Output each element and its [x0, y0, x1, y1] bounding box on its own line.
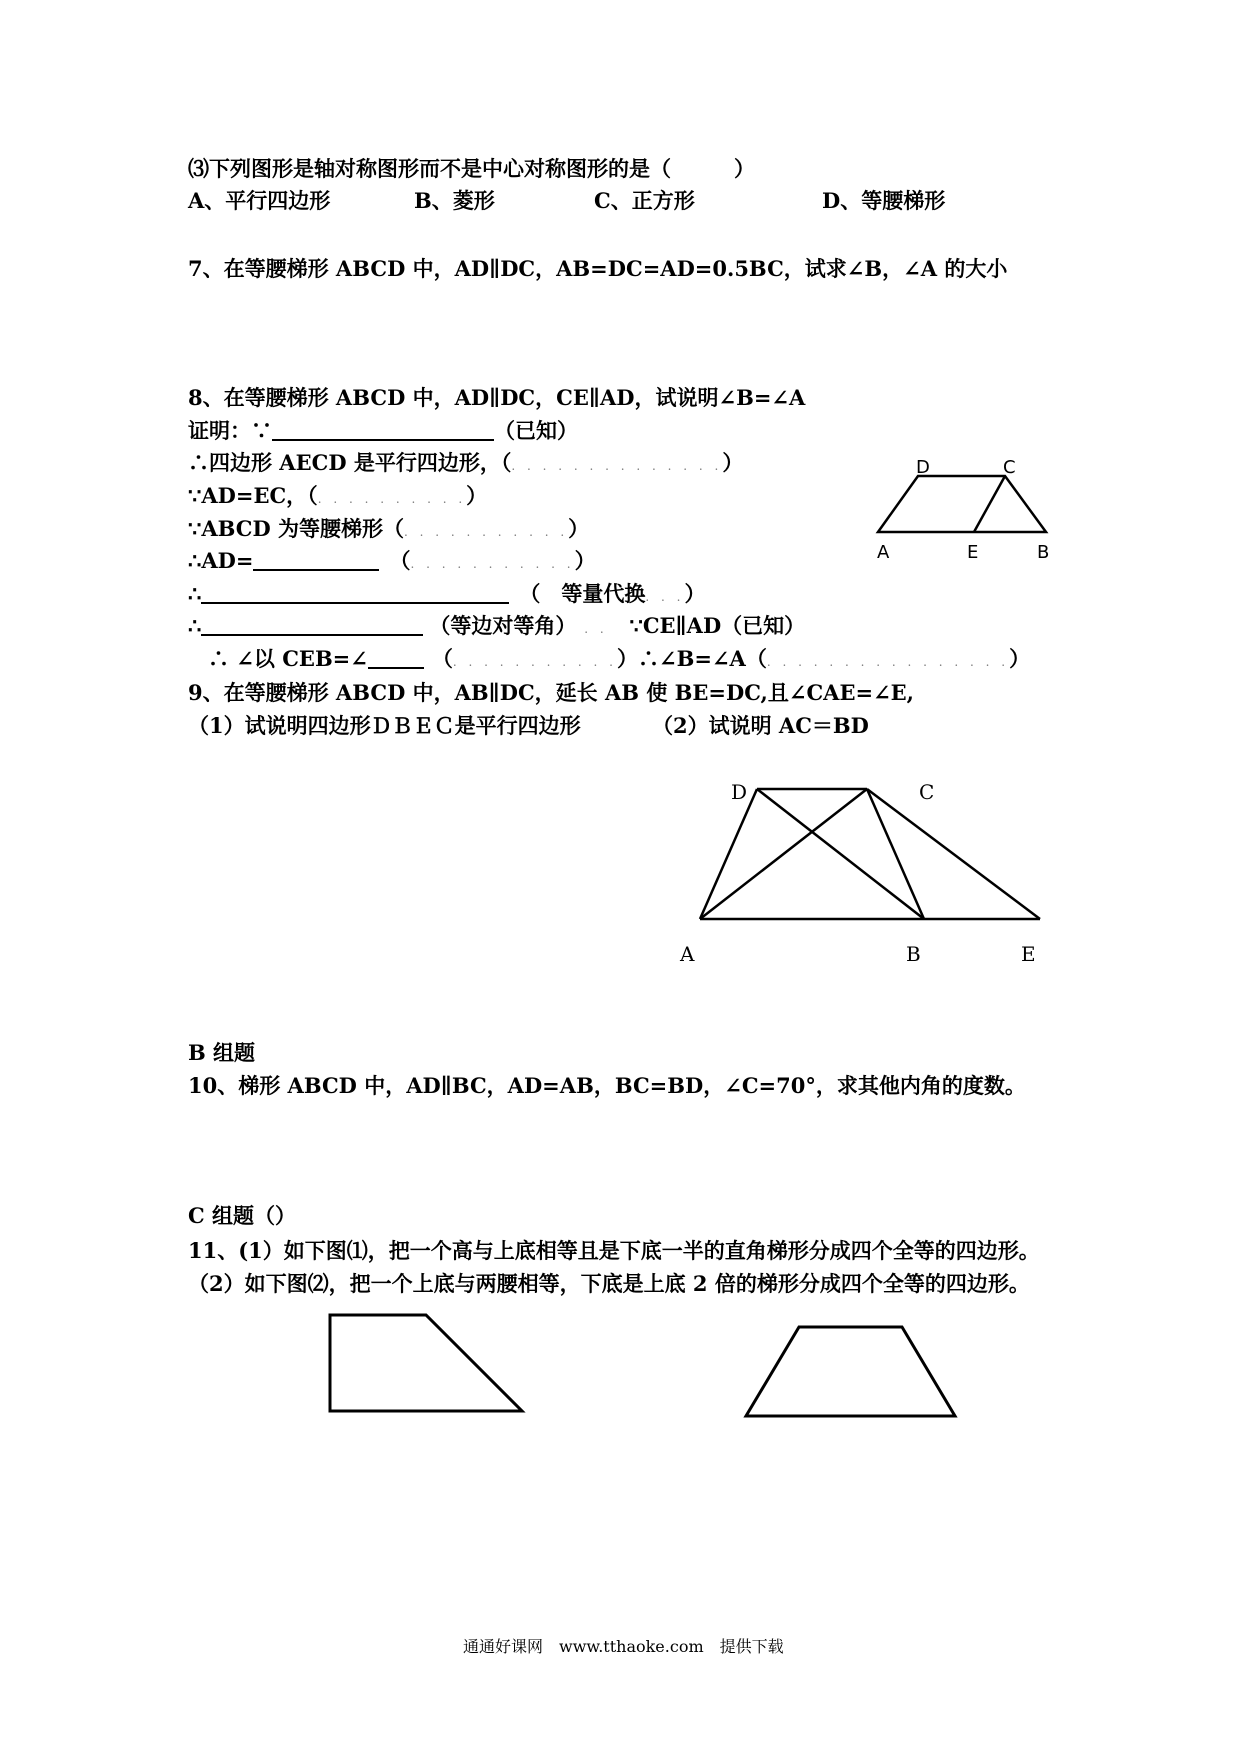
q8-line-5: ∴AD= （. . . . . . . . . . .）: [188, 548, 596, 573]
q9-sub-1: （1）试说明四边形ＤＢＥＣ是平行四边形: [188, 713, 581, 738]
q8-label-b: B: [1037, 542, 1050, 563]
q8-line-1-pre: 证明：∵: [188, 418, 272, 443]
q8-line-2-post: ）: [722, 450, 744, 475]
q8-label-e: E: [967, 542, 979, 563]
q8-trapezoid: [878, 476, 1046, 532]
q9-label-b: B: [906, 942, 921, 966]
q9-segment-ad: [700, 789, 757, 919]
footer: 通通好课网 www.tthaoke.com 提供下载: [463, 1637, 784, 1656]
q8-segment-ce: [974, 476, 1005, 532]
q9-stem: 9、在等腰梯形 ABCD 中，AB∥DC，延长 AB 使 BE=DC,且∠CAE=∠E,: [188, 680, 914, 705]
q8-line-7-mid: （等边对等角）: [429, 613, 577, 638]
q8-line-3-pre: ∵AD=EC，（: [188, 483, 318, 508]
q11-isosceles-trapezoid: [746, 1327, 955, 1416]
q8-line-8: ∴ ∠以 CEB=∠ （. . . . . . . . . . .）∴∠B=∠A（. . . . . . . . . . . . . . . .）: [208, 646, 1031, 671]
q8-figure: [878, 476, 1046, 532]
q8-line-7-post: ∵CE∥AD（已知）: [629, 613, 806, 638]
q8-line-8-post: ）: [1009, 646, 1031, 671]
q8-line-5-pre: ∴AD=: [188, 548, 254, 573]
q8-line-4-pre: ∵ABCD 为等腰梯形（: [188, 516, 405, 541]
q8-stem: 8、在等腰梯形 ABCD 中，AD∥DC，CE∥AD，试说明∠B=∠A: [188, 385, 806, 410]
q8-line-8-pre: ∴ ∠以 CEB=∠: [208, 646, 368, 671]
q10-text: 10、梯形 ABCD 中，AD∥BC，AD=AB，BC=BD，∠C=70°，求其他内角的度数。: [188, 1073, 1026, 1098]
q8-line-7-pre: ∴: [188, 613, 202, 638]
q6-option-b: B、菱形: [414, 188, 495, 213]
q9-label-c: C: [919, 780, 935, 804]
q8-line-5-mid: （: [389, 548, 411, 573]
q8-line-2: ∴四边形 AECD 是平行四边形，（. . . . . . . . . . . . . .）: [188, 450, 744, 475]
q9-segment-ce: [867, 789, 1040, 919]
group-b-title: B 组题: [188, 1040, 256, 1065]
q8-label-c: C: [1003, 457, 1016, 478]
q8-line-4-post: ）: [568, 516, 590, 541]
q6-option-c: C、正方形: [594, 188, 695, 213]
q8-line-7: ∴ （等边对等角） . . ∵CE∥AD（已知）: [188, 613, 806, 638]
q6-option-a: A、平行四边形: [188, 188, 331, 213]
q11-part-2: （2）如下图⑵，把一个上底与两腰相等，下底是上底 2 倍的梯形分成四个全等的四边形。: [188, 1271, 1030, 1296]
q8-line-3: ∵AD=EC，（. . . . . . . . . .）: [188, 483, 488, 508]
q8-label-d: D: [916, 457, 930, 478]
q9-segment-cb: [867, 789, 924, 919]
group-c-title: C 组题（）: [188, 1203, 297, 1228]
q8-line-2-pre: ∴四边形 AECD 是平行四边形，（: [188, 450, 512, 475]
q8-line-6: ∴ （ 等量代换. . .）: [188, 581, 706, 606]
q11-right-trapezoid: [330, 1315, 522, 1411]
q8-line-1-post: （已知）: [494, 418, 578, 443]
q9-figure: [700, 789, 1040, 919]
q8-line-6-close: ）: [684, 581, 706, 606]
q6-stem: ⑶下列图形是轴对称图形而不是中心对称图形的是（ ）: [188, 156, 755, 181]
q9-label-e: E: [1021, 942, 1036, 966]
q9-sub-2: （2）试说明 AC＝BD: [652, 713, 869, 738]
q8-line-6-pre: ∴: [188, 581, 202, 606]
q6-option-d: D、等腰梯形: [822, 188, 946, 213]
q8-line-6-post: （ 等量代换: [519, 581, 646, 606]
q11-part-1: 11、(1）如下图⑴，把一个高与上底相等且是下底一半的直角梯形分成四个全等的四边形。: [188, 1238, 1040, 1263]
q7-text: 7、在等腰梯形 ABCD 中，AD∥DC，AB=DC=AD=0.5BC，试求∠B，∠A 的大小: [188, 256, 1008, 281]
q8-line-8-mid2: ）∴∠B=∠A（: [617, 646, 767, 671]
q9-label-d: D: [731, 780, 748, 804]
q8-line-3-post: ）: [466, 483, 488, 508]
q8-line-4: ∵ABCD 为等腰梯形（. . . . . . . . . . .）: [188, 516, 590, 541]
q9-label-a: A: [680, 942, 695, 966]
q8-line-8-mid: （: [431, 646, 453, 671]
q8-line-5-post: ）: [574, 548, 596, 573]
q8-label-a: A: [877, 542, 890, 563]
